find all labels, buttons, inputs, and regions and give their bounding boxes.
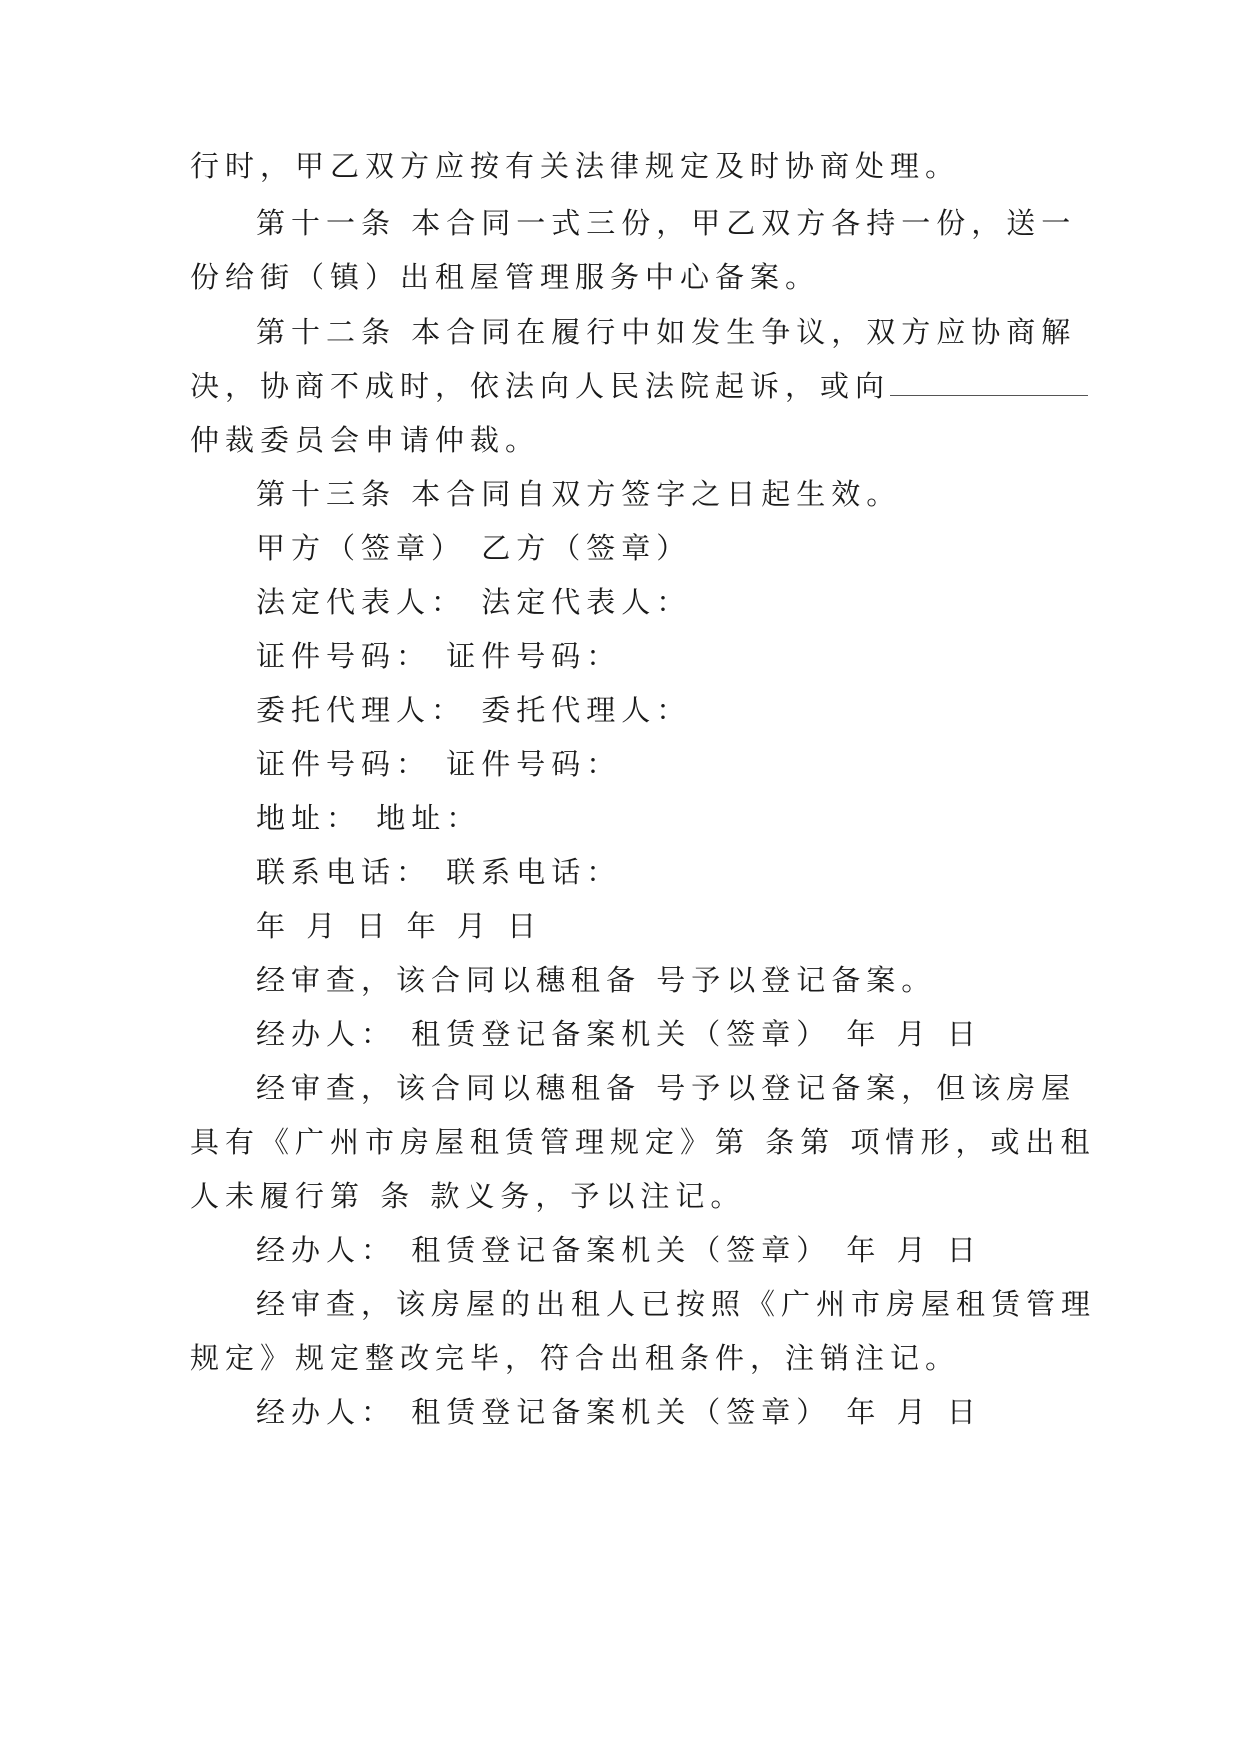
review-line-2a: 经审查，该合同以穗租备 号予以登记备案，但该房屋: [256, 1071, 1077, 1105]
handler-line-2: 经办人： 租赁登记备案机关（签章） 年 月 日: [256, 1233, 982, 1267]
clause-12-line-2-text: 决，协商不成时，依法向人民法院起诉，或向: [190, 369, 891, 403]
clause-11-line-1: 第十一条 本合同一式三份，甲乙双方各持一份，送一: [256, 206, 1077, 240]
address-line: 地址： 地址：: [256, 801, 482, 835]
clause-11-line-2: 份给街（镇）出租屋管理服务中心备案。: [190, 260, 821, 294]
review-line-2c: 人未履行第 条 款义务，予以注记。: [190, 1179, 746, 1213]
legal-representative-line: 法定代表人： 法定代表人：: [256, 585, 692, 619]
arbitration-blank: [890, 367, 1088, 396]
text-line: 行时，甲乙双方应按有关法律规定及时协商处理。: [190, 149, 961, 183]
clause-12-line-1: 第十二条 本合同在履行中如发生争议，双方应协商解: [256, 315, 1077, 349]
handler-line-1: 经办人： 租赁登记备案机关（签章） 年 月 日: [256, 1017, 982, 1051]
agent-line: 委托代理人： 委托代理人：: [256, 693, 692, 727]
review-line-3a: 经审查，该房屋的出租人已按照《广州市房屋租赁管理: [256, 1287, 1097, 1321]
review-line-1: 经审查，该合同以穗租备 号予以登记备案。: [256, 963, 937, 997]
date-line: 年 月 日 年 月 日: [256, 909, 543, 943]
handler-line-3: 经办人： 租赁登记备案机关（签章） 年 月 日: [256, 1395, 982, 1429]
clause-12-line-2: [190, 366, 1050, 406]
signature-party-line: 甲方（签章） 乙方（签章）: [256, 531, 692, 565]
review-line-3b: 规定》规定整改完毕，符合出租条件，注销注记。: [190, 1341, 961, 1375]
phone-line: 联系电话： 联系电话：: [256, 855, 622, 889]
id-number-line-2: 证件号码： 证件号码：: [256, 747, 622, 781]
clause-12-line-3: 仲裁委员会申请仲裁。: [190, 423, 541, 457]
clause-13-line: 第十三条 本合同自双方签字之日起生效。: [256, 477, 902, 511]
id-number-line-1: 证件号码： 证件号码：: [256, 639, 622, 673]
review-line-2b: 具有《广州市房屋租赁管理规定》第 条第 项情形，或出租: [190, 1125, 1096, 1159]
